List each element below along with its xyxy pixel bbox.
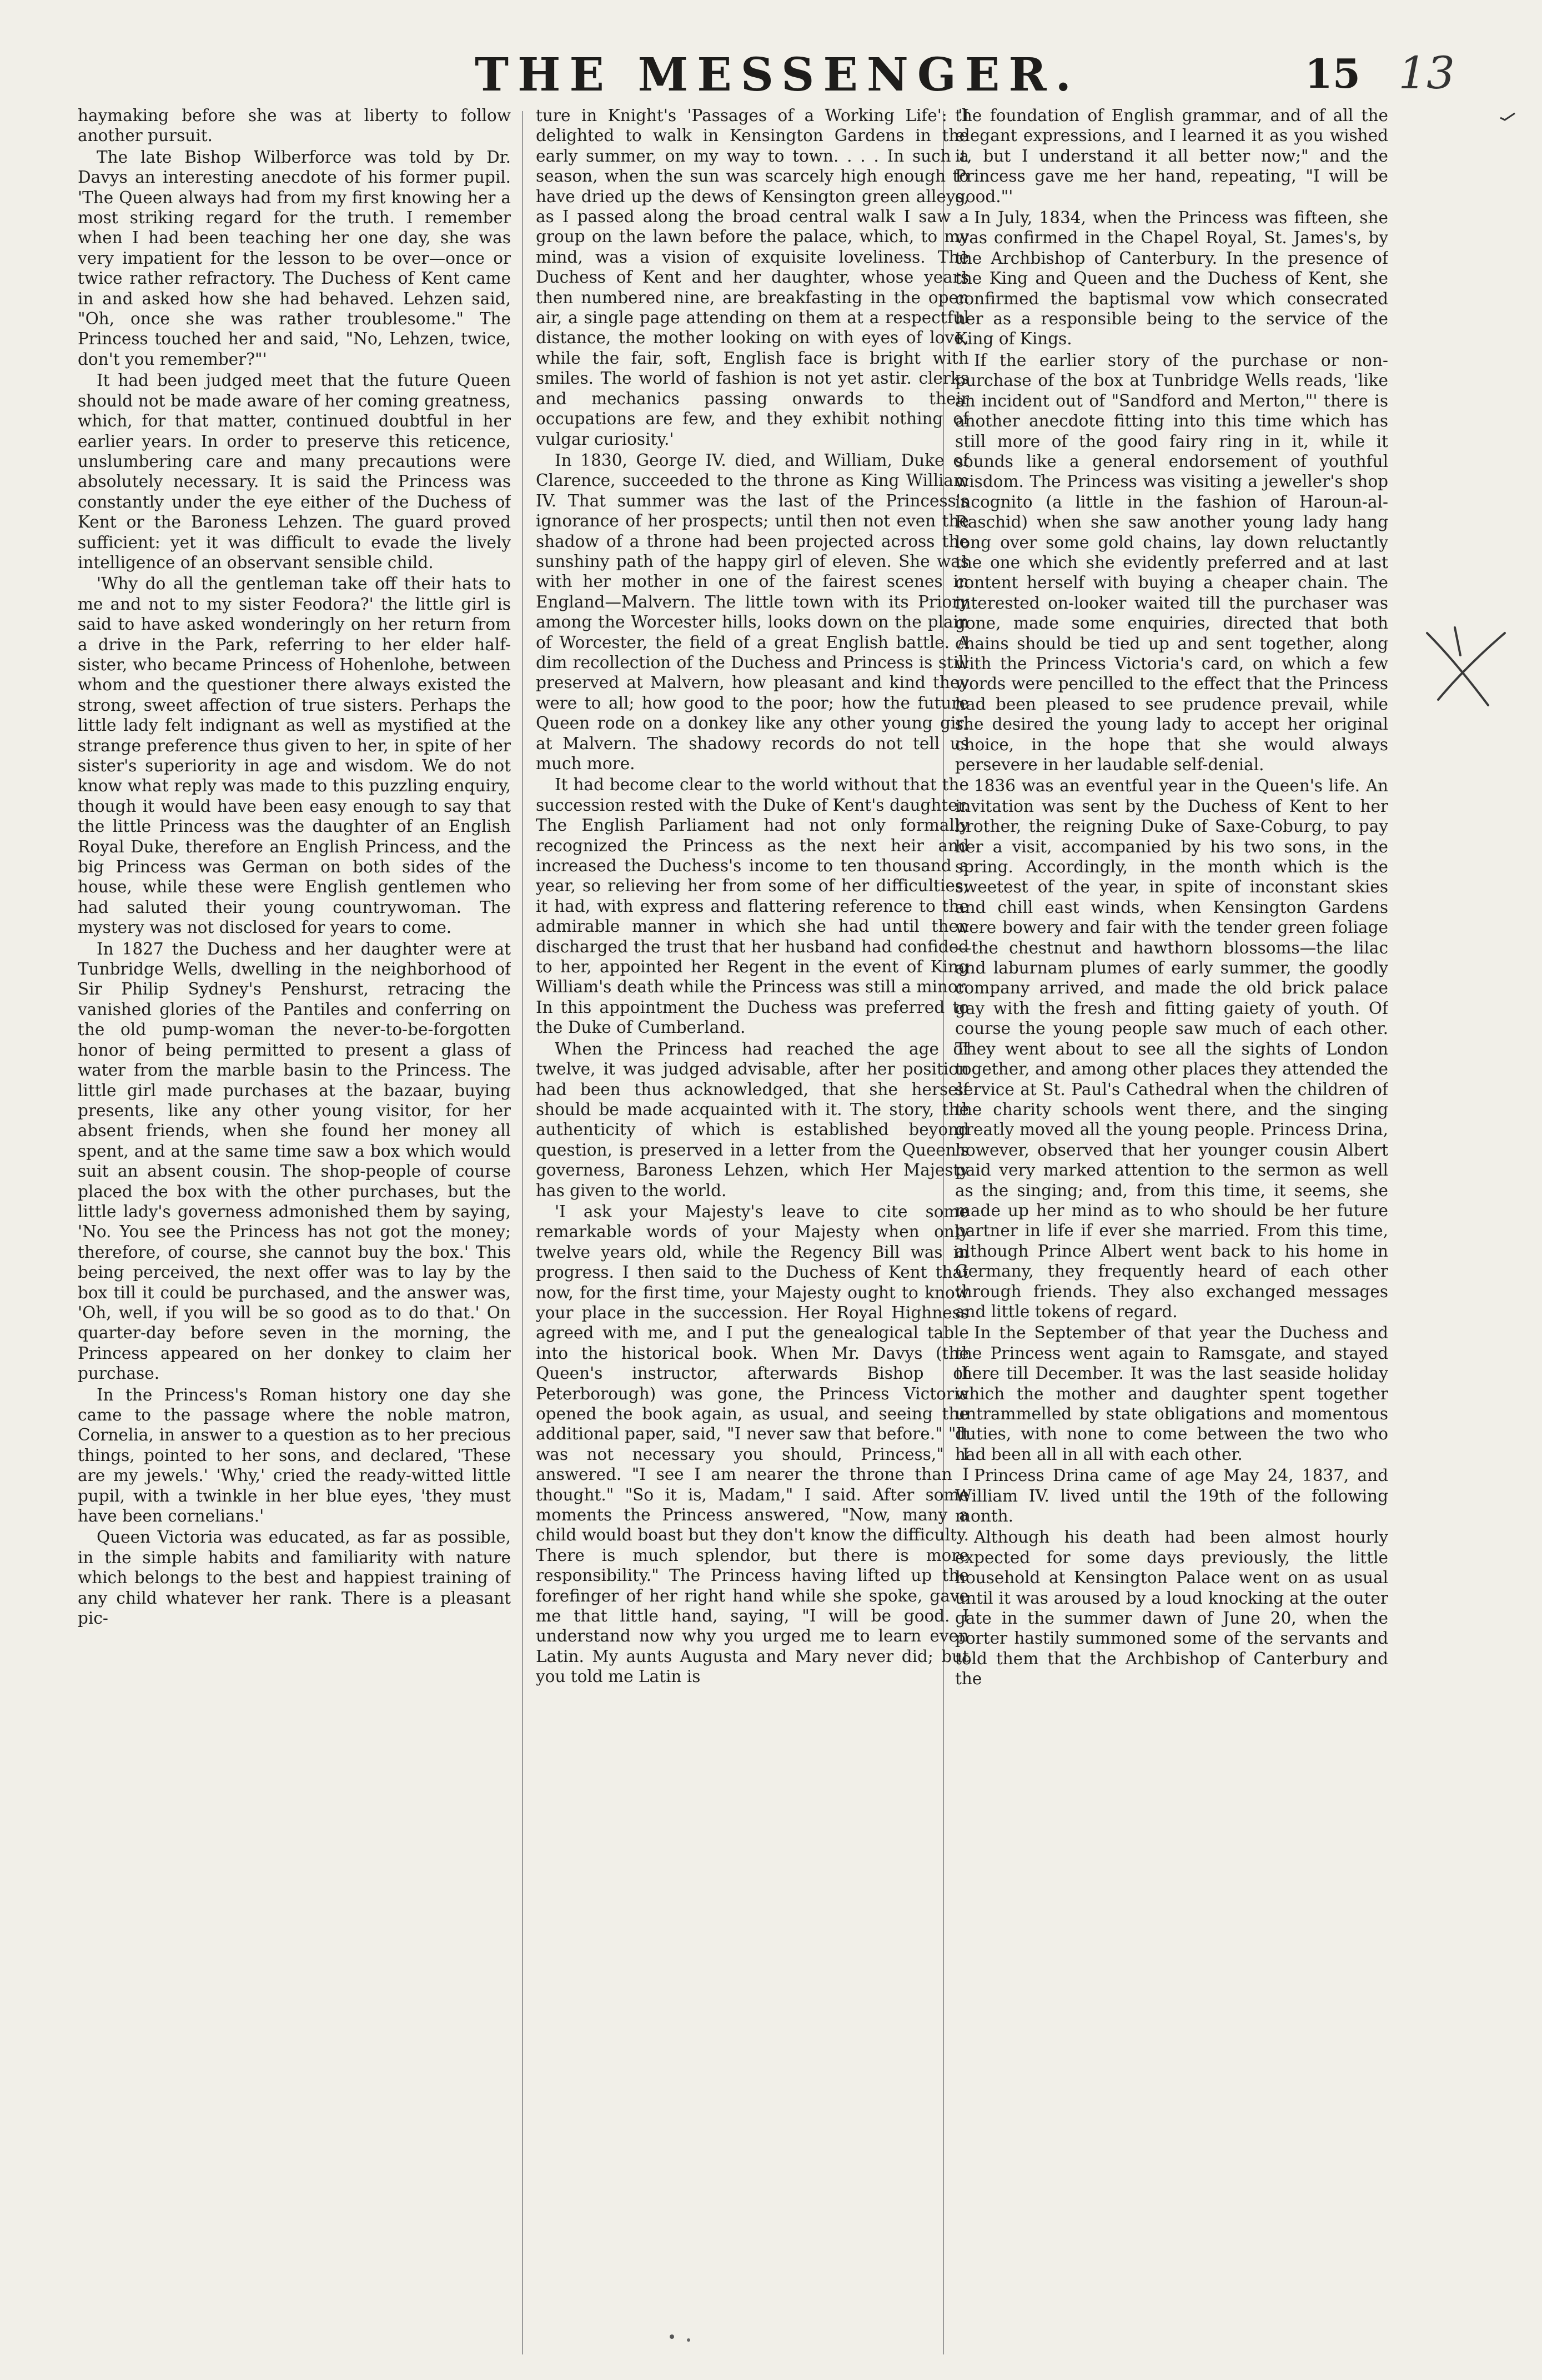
paragraph: the foundation of English grammar, and of all the elegant expressions, and I learned it as you wished it, but I understand it all better now;" and the Princess gave me her hand, repeating, "I will be good."' [955, 106, 1388, 206]
article-column-1 [78, 106, 511, 2360]
paragraph: Although his death had been almost hourly expected for some days previously, the little household at Kensington Palace went on as usual until it was aroused by a loud knocking at the outer gate in the summer dawn of June 20, when the porter hastily summoned some of the servants and told them that the Archbishop of Canterbury and the [955, 1528, 1388, 1689]
paragraph: It had been judged meet that the future Queen should not be made aware of her coming greatness, which, for that matter, continued doubtful in her earlier years. In order to preserve this reticence, unslumbering care and many precautions were absolutely necessary. It is said the Princess was constantly under the eye either of the Duchess of Kent or the Baroness Lehzen. The guard proved sufficient: yet it was difficult to evade the lively intelligence of an observant sensible child. [78, 371, 511, 572]
handwritten-page-number: 13 [1398, 47, 1455, 99]
column-rule [522, 111, 523, 2354]
print-specks [0, 2327, 1542, 2349]
paragraph: When the Princess had reached the age of twelve, it was judged advisable, after her position had been thus acknowledged, that she herself should be made acquainted with it. The story, the authenticity of which is established beyond question, is preserved in a letter from the Queen's governess, Baroness Lehzen, which Her Majesty has given to the world. [536, 1039, 969, 1200]
margin-pencil-mark [1422, 622, 1510, 711]
paragraph: In 1830, George IV. died, and William, Duke of Clarence, succeeded to the throne as King William IV. That summer was the last of the Princess's ignorance of her prospects; until then not even the shadow of a throne had been projected across the sunshiny path of the happy girl of eleven. She was with her mother in one of the fairest scenes in England—Malvern. The little town with its Priory among the Worcester hills, looks down on the plain of Worcester, the field of a great English battle. A dim recollection of the Duchess and Princess is still preserved at Malvern, how pleasant and kind they were to all; how good to the poor; how the future Queen rode on a donkey like any other young girl at Malvern. The shadowy records do not tell us much more. [536, 450, 969, 773]
paragraph: It had become clear to the world without that the succession rested with the Duke of Kent's daughter. The English Parliament had not only formally recognized the Princess as the next heir and increased the Duchess's income to ten thousand a year, so relieving her from some of her difficulties; it had, with express and flattering reference to the admirable manner in which she had until then discharged the trust that her husband had confided to her, appointed her Regent in the event of King William's death while the Princess was still a minor. In this appointment the Duchess was preferred to the Duke of Cumberland. [536, 775, 969, 1037]
margin-tick-mark [1499, 111, 1516, 122]
page-number: 15 [1304, 50, 1360, 97]
paragraph: The late Bishop Wilberforce was told by Dr. Davys an interesting anecdote of his former pupil. 'The Queen always had from my first knowing her a most striking regard for the truth. I remember when I had been teaching her one day, she was very impatient for the lesson to be over—once or twice rather refractory. The Duchess of Kent came in and asked how she had behaved. Lehzen said, "Oh, once she was rather troublesome." The Princess touched her and said, "No, Lehzen, twice, don't you remember?"' [78, 147, 511, 369]
paragraph: In the Princess's Roman history one day she came to the passage where the noble matron, Cornelia, in answer to a question as to her precious things, pointed to her sons, and declared, 'These are my jewels.' 'Why,' cried the ready-witted little pupil, with a twinkle in her blue eyes, 'they must have been cornelians.' [78, 1385, 511, 1526]
article-column-3 [955, 106, 1388, 2360]
paragraph: ture in Knight's 'Passages of a Working Life': 'I delighted to walk in Kensington Gardens in the early summer, on my way to town. . . . In such a season, when the sun was scarcely high enough to have dried up the dews of Kensington green alleys, as I passed along the broad central walk I saw a group on the lawn before the palace, which, to my mind, was a vision of exquisite loveliness. The Duchess of Kent and her daughter, whose years then numbered nine, are breakfasting in the open air, a single page attending on them at a respectful distance, the mother looking on with eyes of love, while the fair, soft, English face is bright with smiles. The world of fashion is not yet astir. clerks and mechanics passing onwards to their occupations are few, and they exhibit nothing of vulgar curiosity.' [536, 106, 969, 449]
paragraph: Queen Victoria was educated, as far as possible, in the simple habits and familiarity with nature which belongs to the best and happiest training of any child whatever her rank. There is a pleasant pic- [78, 1528, 511, 1628]
paragraph: In the September of that year the Duchess and the Princess went again to Ramsgate, and stayed there till December. It was the last seaside holiday which the mother and daughter spent together untrammelled by state obligations and momentous duties, with none to come between the two who had been all in all with each other. [955, 1323, 1388, 1464]
paragraph: 'I ask your Majesty's leave to cite some remarkable words of your Majesty when only twelve years old, while the Regency Bill was in progress. I then said to the Duchess of Kent that now, for the first time, your Majesty ought to know your place in the succession. Her Royal Highness agreed with me, and I put the genealogical table into the historical book. When Mr. Davys (the Queen's instructor, afterwards Bishop of Peterborough) was gone, the Princess Victoria opened the book again, as usual, and seeing the additional paper, said, "I never saw that before." "It was not necessary you should, Princess," I answered. "I see I am nearer the throne than I thought." "So it is, Madam," I said. After some moments the Princess answered, "Now, many a child would boast but they don't know the difficulty. There is much splendor, but there is more responsibility." The Princess having lifted up the forefinger of her right hand while she spoke, gave me that little hand, saying, "I will be good. I understand now why you urged me to learn even Latin. My aunts Augusta and Mary never did; but you told me Latin is [536, 1202, 969, 1686]
paragraph: In July, 1834, when the Princess was fifteen, she was confirmed in the Chapel Royal, St. James's, by the Archbishop of Canterbury. In the presence of the King and Queen and the Duchess of Kent, she confirmed the baptismal vow which consecrated her as a responsible being to the service of the King of Kings. [955, 208, 1388, 349]
masthead [67, 47, 1488, 108]
paragraph: If the earlier story of the purchase or non-purchase of the box at Tunbridge Wells reads, 'like an incident out of "Sandford and Merton,"' there is another anecdote fitting into this time which has still more of the good fairy ring in it, while it sounds like a general endorsement of youthful wisdom. The Princess was visiting a jeweller's shop incognito (a little in the fashion of Haroun-al-Raschid) when she saw another young lady hang long over some gold chains, lay down reluctantly the one which she evidently preferred and at last content herself with buying a cheaper chain. The interested on-looker waited till the purchaser was gone, made some enquiries, directed that both chains should be tied up and sent together, along with the Princess Victoria's card, on which a few words were pencilled to the effect that the Princess had been pleased to see prudence prevail, while she desired the young lady to accept her original choice, in the hope that she would always persevere in her laudable self-denial. [955, 350, 1388, 774]
paragraph: haymaking before she was at liberty to follow another pursuit. [78, 106, 511, 145]
paragraph: In 1827 the Duchess and her daughter were at Tunbridge Wells, dwelling in the neighborhood of Sir Philip Sydney's Penshurst, retracing the vanished glories of the Pantiles and conferring on the old pump-woman the never-to-be-forgotten honor of being permitted to present a glass of water from the marble basin to the Princess. The little girl made purchases at the bazaar, buying presents, like any other young visitor, for her absent friends, when she found her money all spent, and at the same time saw a box which would suit an absent cousin. The shop-people of course placed the box with the other purchases, but the little lady's governess admonished them by saying, 'No. You see the Princess has not got the money; therefore, of course, she cannot buy the box.' This being perceived, the next offer was to lay by the box till it could be purchased, and the answer was, 'Oh, well, if you will be so good as to do that.' On quarter-day before seven in the morning, the Princess appeared on her donkey to claim her purchase. [78, 939, 511, 1383]
paragraph: Princess Drina came of age May 24, 1837, and William IV. lived until the 19th of the following month. [955, 1466, 1388, 1526]
paragraph: 'Why do all the gentleman take off their hats to me and not to my sister Feodora?' the little girl is said to have asked wonderingly on her return from a drive in the Park, referring to her elder half-sister, who became Princess of Hohenlohe, between whom and the questioner there always existed the strong, sweet affection of true sisters. Perhaps the little lady felt indignant as well as mystified at the strange preference thus given to her, in spite of her sister's superiority in age and wisdom. We do not know what reply was made to this puzzling enquiry, though it would have been easy enough to say that the little Princess was the daughter of an English Royal Duke, therefore an English Princess, and the big Princess was German on both sides of the house, while these were English gentlemen who had saluted their young countrywoman. The mystery was not disclosed for years to come. [78, 574, 511, 937]
paragraph: 1836 was an eventful year in the Queen's life. An invitation was sent by the Duchess of Kent to her brother, the reigning Duke of Saxe-Coburg, to pay her a visit, accompanied by his two sons, in the spring. Accordingly, in the month which is the sweetest of the year, in spite of inconstant skies and chill east winds, when Kensington Gardens were bowery and fair with the tender green foliage—the chestnut and hawthorn blossoms—the lilac and laburnam plumes of early summer, the goodly company arrived, and made the old brick palace gay with the fresh and fitting gaiety of youth. Of course the young people saw much of each other. They went about to see all the sights of London together, and among other places they attended the service at St. Paul's Cathedral when the children of the charity schools went there, and the singing greatly moved all the young people. Princess Drina, however, observed that her younger cousin Albert paid very marked attention to the sermon as well as the singing; and, from this time, it seems, she made up her mind as to who should be her future partner in life if ever she married. From this time, although Prince Albert went back to his home in Germany, they frequently heard of each other through friends. They also exchanged messages and little tokens of regard. [955, 776, 1388, 1321]
newspaper-title: THE MESSENGER. [474, 48, 1081, 102]
article-column-2 [536, 106, 969, 2360]
